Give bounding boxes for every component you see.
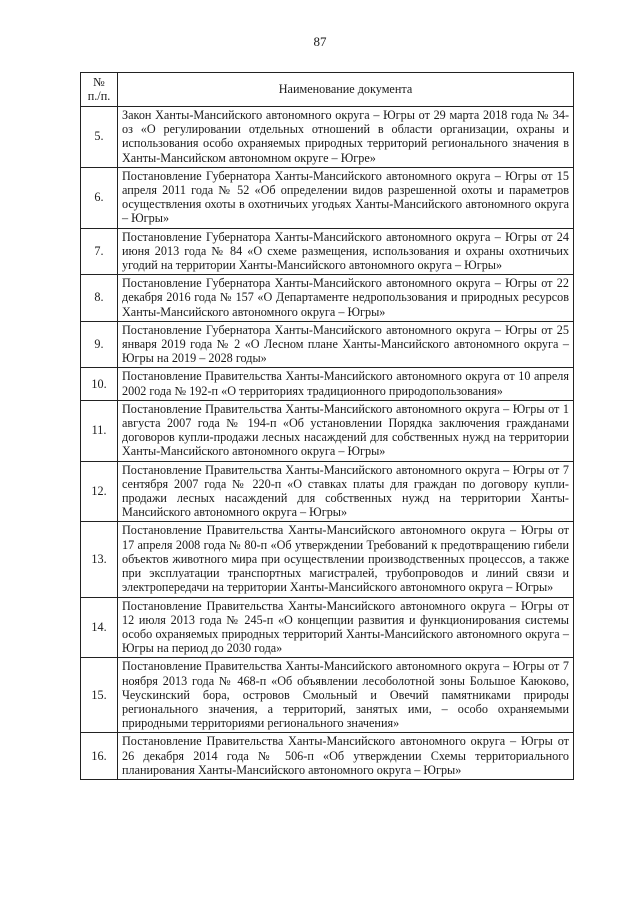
table-row [81,733,574,780]
row-number: 16. [81,733,118,780]
column-header-number [81,73,118,107]
table-row [81,368,574,400]
document-title: Постановление Правительства Ханты-Мансийского автономного округа – Югры от 12 июля 2013 года № 245-п «О концепции развития и функционирования системы особо охраняемых природных территорий Ханты-Мансийского автономного округа – Югры на период до 2030 года» [118,597,574,658]
row-number: 7. [81,228,118,275]
row-number: 14. [81,597,118,658]
document-title: Постановление Правительства Ханты-Мансийского автономного округа – Югры от 1 августа 2007 года № 194-п «Об установлении Порядка заключения гражданами договоров купли-продажи лесных насаждений для собственных нужд на территории Ханты-Мансийского автономного округа – Югры» [118,400,574,461]
row-number: 9. [81,321,118,368]
document-title: Постановление Правительства Ханты-Мансийского автономного округа – Югры от 17 апреля 2008 года № 80-п «Об утверждении Требований к предотвращению гибели объектов животного мира при осуществлении производственных процессов, а также при эксплуатации транспортных магистралей, трубопроводов и линий связи и электропередачи на территории Ханты-Мансийского автономного округа – Югры» [118,522,574,597]
table-row [81,658,574,733]
table-row [81,275,574,322]
column-header-number-line2: п./п. [87,89,111,103]
row-number: 6. [81,167,118,228]
column-header-number-line1: № [93,75,105,89]
table-row [81,400,574,461]
document-title: Постановление Губернатора Ханты-Мансийского автономного округа – Югры от 25 января 2019 года № 2 «О Лесном плане Ханты-Мансийского автономного округа – Югры на 2019 – 2028 годы» [118,321,574,368]
row-number: 8. [81,275,118,322]
table-row [81,461,574,522]
document-title: Постановление Губернатора Ханты-Мансийского автономного округа – Югры от 15 апреля 2011 года № 52 «Об определении видов разрешенной охоты и параметров осуществления охоты в охотничьих угодьях Ханты-Мансийского автономного округа – Югры» [118,167,574,228]
page-number: 87 [313,34,327,49]
row-number: 12. [81,461,118,522]
document-title: Постановление Губернатора Ханты-Мансийского автономного округа – Югры от 22 декабря 2016 года № 157 «О Департаменте недропользования и природных ресурсов Ханты-Мансийского автономного округа – Югры» [118,275,574,322]
table-row [81,228,574,275]
table-row [81,321,574,368]
table-body [81,107,574,780]
table-header-row [81,73,574,107]
table-row [81,597,574,658]
documents-table [80,72,574,780]
table-row [81,107,574,168]
row-number: 11. [81,400,118,461]
document-title: Постановление Правительства Ханты-Мансийского автономного округа от 10 апреля 2002 года № 192-п «О территориях традиционного природопользования» [118,368,574,400]
row-number: 13. [81,522,118,597]
document-title: Постановление Правительства Ханты-Мансийского автономного округа – Югры от 7 сентября 2007 года № 220-п «О ставках платы для граждан по договору купли-продажи лесных насаждений для собственных нужд на территории Ханты-Мансийского автономного округа – Югры» [118,461,574,522]
document-title: Закон Ханты-Мансийского автономного округа – Югры от 29 марта 2018 года № 34-оз «О регулировании отдельных отношений в области организации, охраны и использования особо охраняемых природных территорий регионального значения в Ханты-Мансийском автономном округе – Югре» [118,107,574,168]
row-number: 15. [81,658,118,733]
column-header-document-name: Наименование документа [118,73,574,107]
row-number: 5. [81,107,118,168]
document-title: Постановление Правительства Ханты-Мансийского автономного округа – Югры от 26 декабря 2014 года № 506-п «Об утверждении Схемы территориального планирования Ханты-Мансийского автономного округа – Югры» [118,733,574,780]
row-number: 10. [81,368,118,400]
document-title: Постановление Губернатора Ханты-Мансийского автономного округа – Югры от 24 июня 2013 года № 84 «О схеме размещения, использования и охраны охотничьих угодий на территории Ханты-Мансийского автономного округа – Югры» [118,228,574,275]
table-row [81,167,574,228]
table-row [81,522,574,597]
document-title: Постановление Правительства Ханты-Мансийского автономного округа – Югры от 7 ноября 2013 года № 468-п «Об объявлении лесоболотной зоны Большое Каюково, Чеускинский бора, островов Смольный и Овечий памятниками природы регионального значения, а территорий, занятых ими, – особо охраняемыми природными территориями регионального значения» [118,658,574,733]
